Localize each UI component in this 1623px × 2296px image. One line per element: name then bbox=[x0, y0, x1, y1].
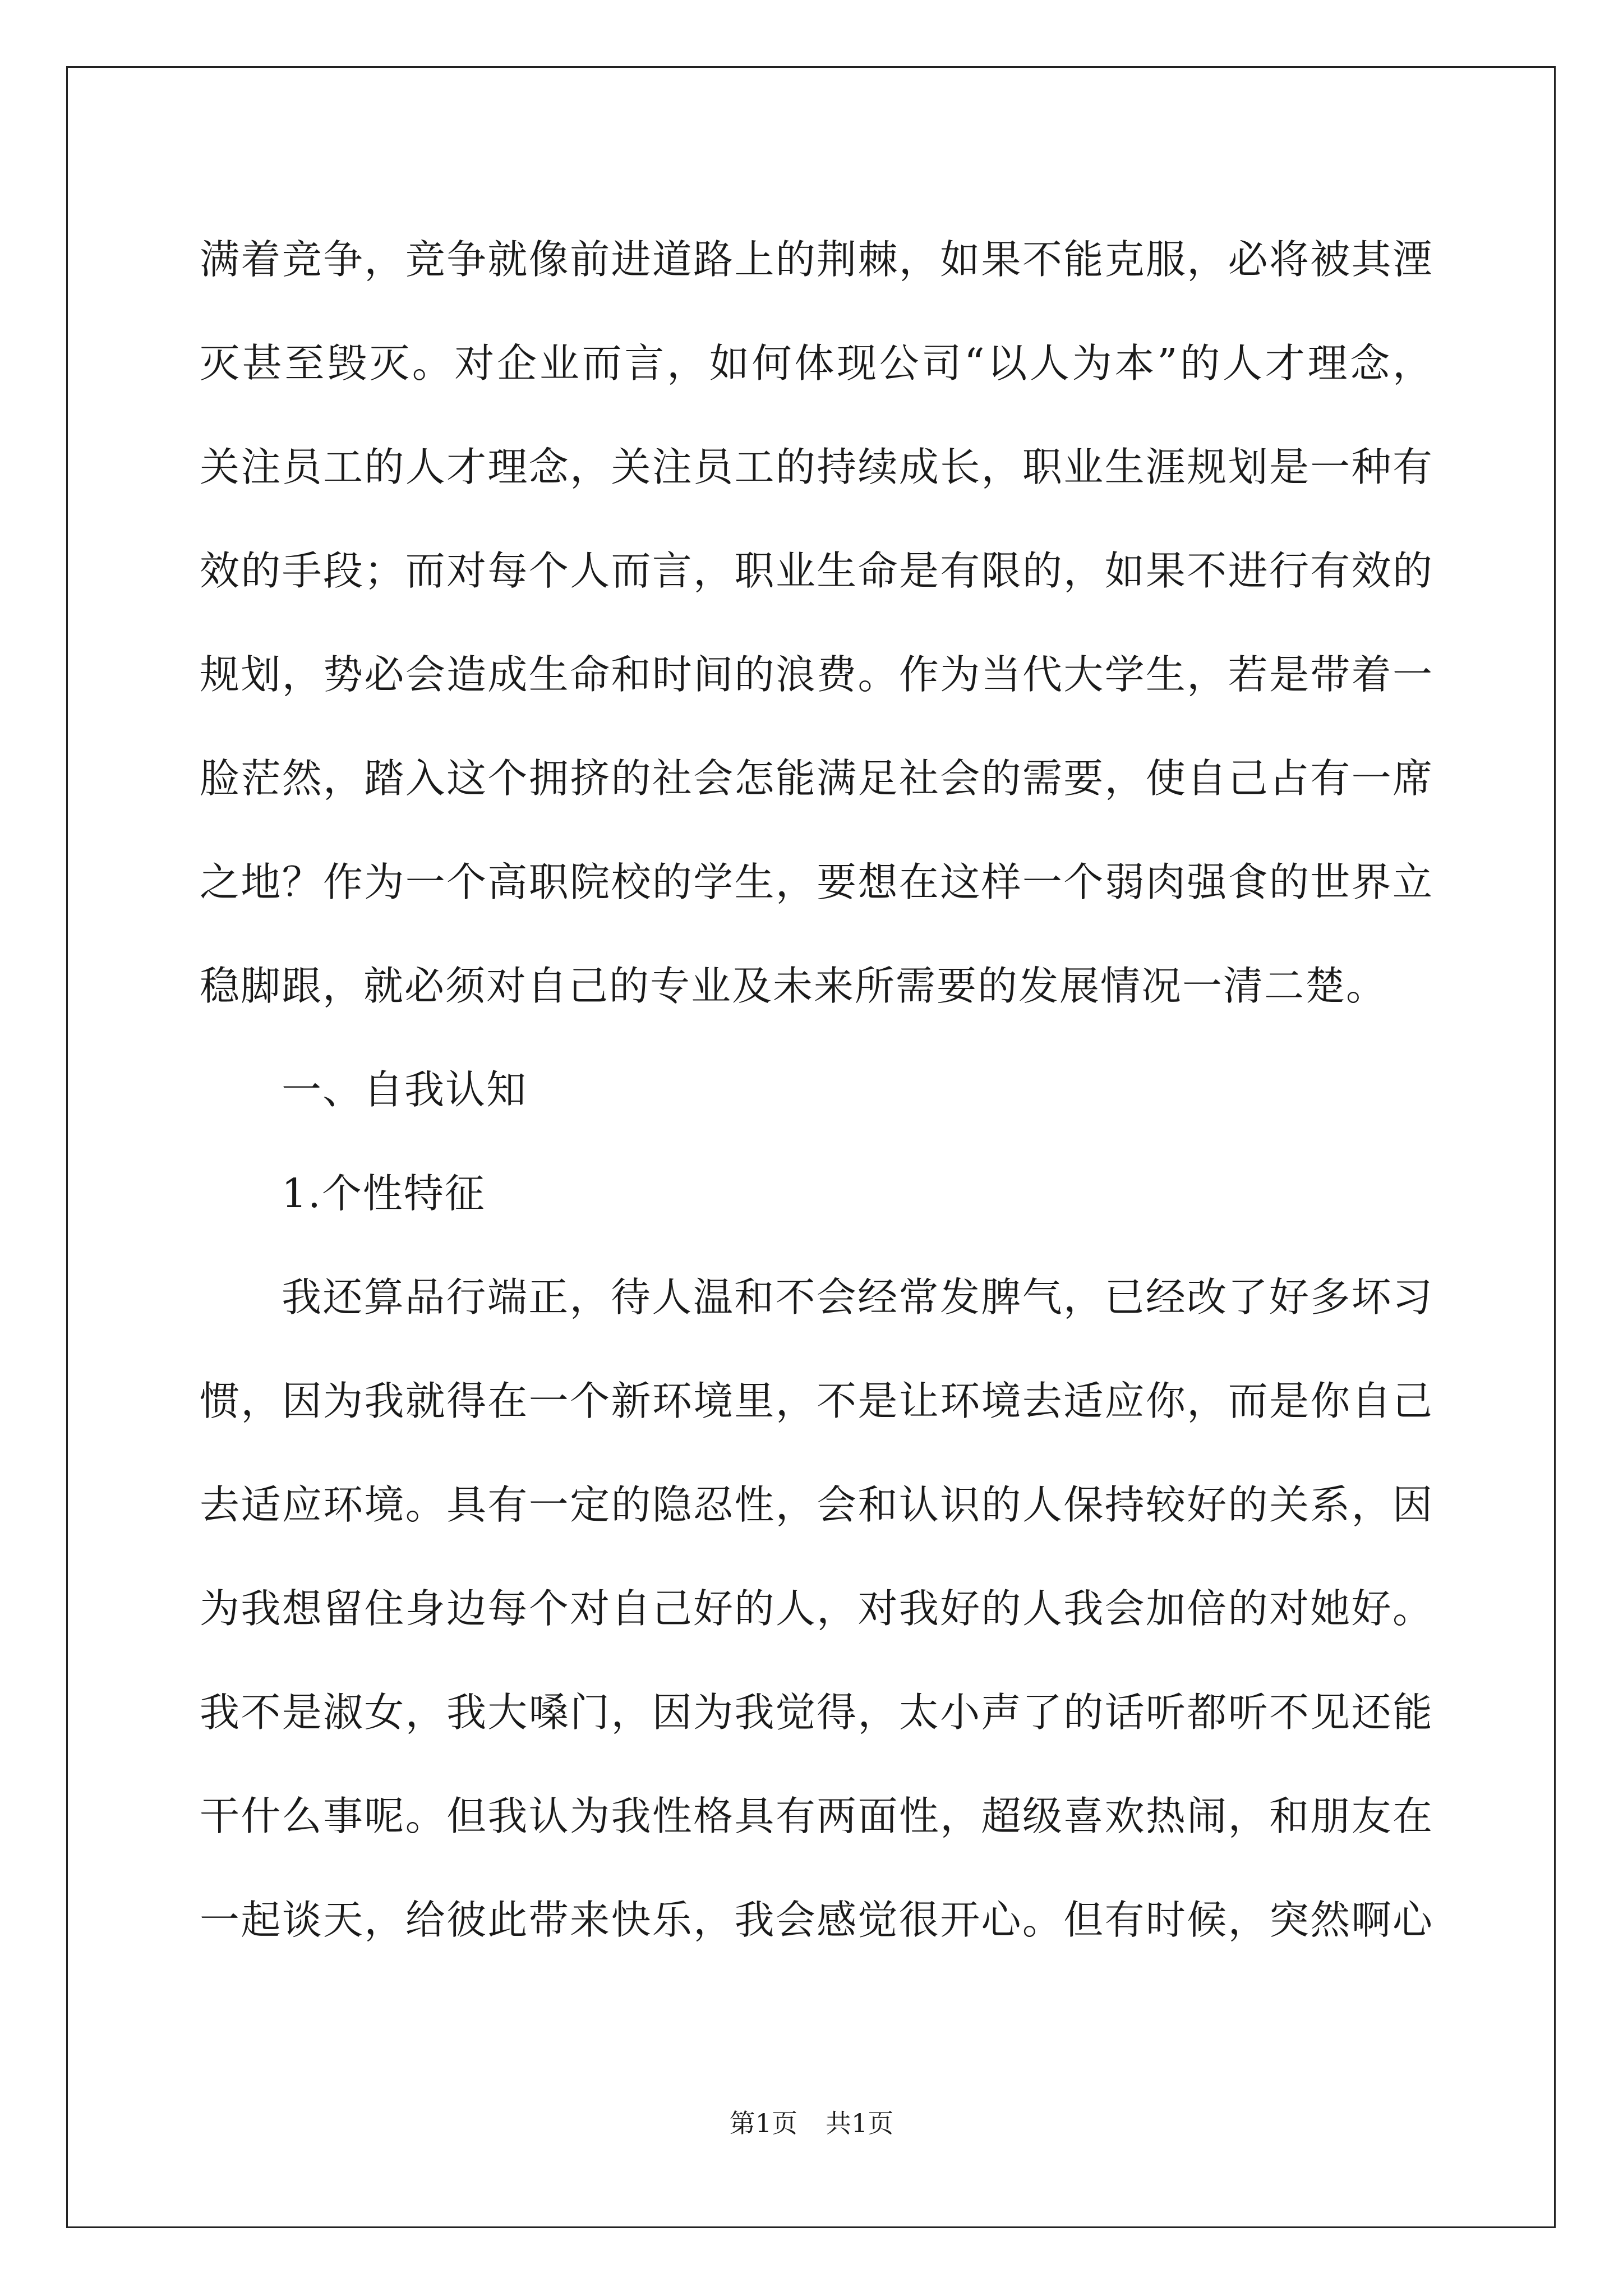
text-line: 之地？作为一个高职院校的学生，要想在这样一个弱肉强食的世界立 bbox=[200, 859, 1433, 905]
text-line: 干什么事呢。但我认为我性格具有两面性，超级喜欢热闹，和朋友在 bbox=[200, 1793, 1433, 1839]
text-line: 我还算品行端正，待人温和不会经常发脾气，已经改了好多坏习 bbox=[282, 1274, 1433, 1320]
text-line: 稳脚跟，就必须对自己的专业及未来所需要的发展情况一清二楚。 bbox=[200, 963, 1387, 1009]
text-line: 关注员工的人才理念，关注员工的持续成长，职业生涯规划是一种有 bbox=[200, 444, 1433, 490]
text-line: 惯，因为我就得在一个新环境里，不是让环境去适应你，而是你自己 bbox=[200, 1378, 1433, 1424]
text-line: 灭甚至毁灭。对企业而言，如何体现公司“以人为本”的人才理念， bbox=[200, 340, 1433, 386]
text-line: 脸茫然，踏入这个拥挤的社会怎能满足社会的需要，使自己占有一席 bbox=[200, 755, 1433, 802]
text-line: 效的手段；而对每个人而言，职业生命是有限的，如果不进行有效的 bbox=[200, 547, 1433, 594]
text-line: 为我想留住身边每个对自己好的人，对我好的人我会加倍的对她好。 bbox=[200, 1585, 1433, 1632]
text-line: 去适应环境。具有一定的隐忍性，会和认识的人保持较好的关系，因 bbox=[200, 1481, 1433, 1528]
section-heading: 一、自我认知 bbox=[282, 1066, 528, 1113]
document-body bbox=[200, 208, 1433, 1972]
text-line: 规划，势必会造成生命和时间的浪费。作为当代大学生，若是带着一 bbox=[200, 651, 1433, 698]
text-line: 一起谈天，给彼此带来快乐，我会感觉很开心。但有时候，突然啊心 bbox=[200, 1897, 1433, 1943]
text-line: 我不是淑女，我大嗓门，因为我觉得，太小声了的话听都听不见还能 bbox=[200, 1689, 1433, 1736]
page-number: 第1页 bbox=[729, 2108, 797, 2138]
page-total: 共1页 bbox=[826, 2108, 894, 2138]
page-footer bbox=[0, 2106, 1623, 2140]
text-line: 满着竞争，竞争就像前进道路上的荆棘，如果不能克服，必将被其湮 bbox=[200, 236, 1433, 283]
subsection-heading: 1.个性特征 bbox=[282, 1170, 486, 1217]
